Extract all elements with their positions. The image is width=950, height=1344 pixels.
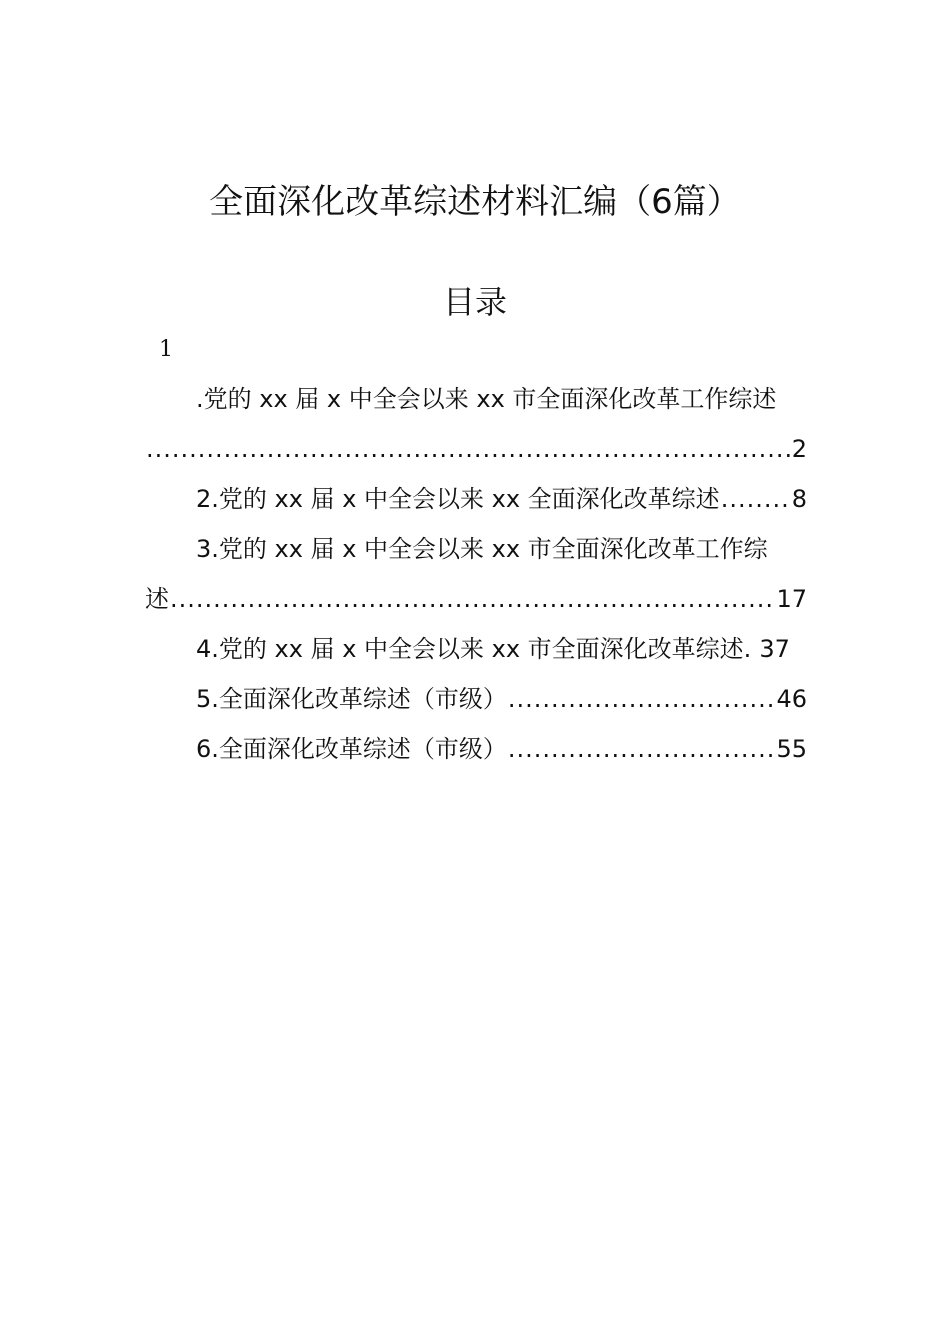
- page-number-marker: 1: [159, 337, 173, 362]
- dot-leader: [721, 474, 790, 524]
- toc-entry-4-page: 37: [759, 635, 790, 663]
- toc-entry-2-text: 2.党的 xx 届 x 中全会以来 xx 全面深化改革综述: [196, 485, 720, 513]
- toc-entry-5-text: 5.全面深化改革综述（市级）: [196, 685, 507, 713]
- toc-entry-2[interactable]: [145, 474, 807, 524]
- toc-entry-4[interactable]: [145, 624, 807, 674]
- dot-leader: [508, 674, 775, 724]
- toc-entry-3-page: 17: [776, 585, 807, 613]
- toc-entry-1-line-1[interactable]: [145, 374, 807, 424]
- toc-entry-2-page: 8: [791, 485, 807, 513]
- toc-entry-6-page: 55: [776, 735, 807, 763]
- dot-leader: [508, 724, 775, 774]
- toc-heading: 目录: [442, 283, 507, 321]
- document-title: 全面深化改革综述材料汇编（6篇）: [209, 182, 741, 222]
- toc-entry-3-text: 3.党的 xx 届 x 中全会以来 xx 市全面深化改革工作综: [196, 535, 768, 563]
- toc-entry-3-text-cont: 述: [145, 585, 169, 613]
- toc-entry-6[interactable]: [145, 724, 807, 774]
- toc-entry-1-page: 2: [791, 435, 807, 463]
- toc-entry-5[interactable]: [145, 674, 807, 724]
- dot-leader: [170, 574, 774, 624]
- toc-entry-6-text: 6.全面深化改革综述（市级）: [196, 735, 507, 763]
- toc-entry-3-line-2[interactable]: [145, 574, 807, 624]
- dot-leader: [146, 424, 790, 474]
- table-of-contents: [145, 374, 807, 774]
- toc-entry-4-text: 4.党的 xx 届 x 中全会以来 xx 市全面深化改革综述.: [196, 635, 752, 663]
- toc-entry-1-text: .党的 xx 届 x 中全会以来 xx 市全面深化改革工作综述: [196, 385, 777, 413]
- toc-entry-1-line-2[interactable]: [145, 424, 807, 474]
- toc-entry-3-line-1[interactable]: [145, 524, 807, 574]
- toc-entry-5-page: 46: [776, 685, 807, 713]
